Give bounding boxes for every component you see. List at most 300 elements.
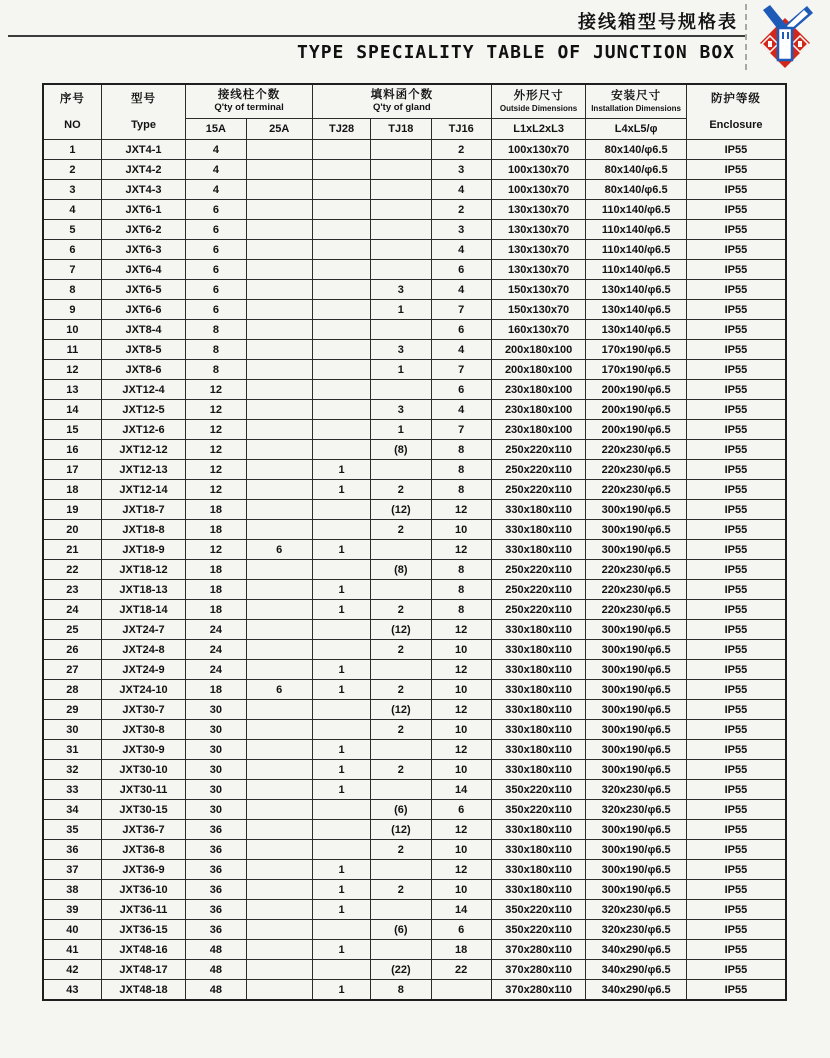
table-row (43, 540, 786, 560)
cell-15a: 18 (186, 500, 246, 520)
cell-no: 2 (43, 160, 101, 180)
cell-install-dim: 130x140/φ6.5 (586, 280, 687, 300)
cell-install-dim: 110x140/φ6.5 (586, 240, 687, 260)
cell-15a: 48 (186, 960, 246, 980)
cell-25a (246, 720, 312, 740)
company-logo-icon (753, 4, 817, 70)
cell-outside-dim: 330x180x110 (491, 840, 586, 860)
cell-tj18: 2 (371, 880, 431, 900)
cell-type: JXT30-10 (101, 760, 185, 780)
col-header-no-zh: 序号 (59, 92, 85, 105)
cell-tj16: 14 (431, 780, 491, 800)
cell-type: JXT4-1 (101, 140, 185, 160)
cell-25a (246, 420, 312, 440)
cell-tj18: (22) (371, 960, 431, 980)
cell-type: JXT6-1 (101, 200, 185, 220)
cell-25a (246, 800, 312, 820)
cell-enclosure: IP55 (686, 680, 786, 700)
cell-outside-dim: 330x180x110 (491, 540, 586, 560)
cell-tj28 (312, 280, 370, 300)
cell-type: JXT12-12 (101, 440, 185, 460)
cell-no: 31 (43, 740, 101, 760)
cell-25a (246, 360, 312, 380)
table-row (43, 700, 786, 720)
cell-tj28 (312, 500, 370, 520)
cell-type: JXT8-6 (101, 360, 185, 380)
cell-no: 11 (43, 340, 101, 360)
col-header-gland-en: Q'ty of gland (373, 101, 431, 113)
cell-tj16 (431, 980, 491, 1001)
cell-install-dim: 300x190/φ6.5 (586, 680, 687, 700)
cell-install-dim: 220x230/φ6.5 (586, 560, 687, 580)
cell-no: 26 (43, 640, 101, 660)
cell-outside-dim: 350x220x110 (491, 800, 586, 820)
cell-no: 17 (43, 460, 101, 480)
table-row (43, 200, 786, 220)
cell-enclosure: IP55 (686, 880, 786, 900)
cell-enclosure: IP55 (686, 440, 786, 460)
cell-25a (246, 200, 312, 220)
col-header-type-en: Type (131, 118, 156, 131)
table-row (43, 240, 786, 260)
cell-tj16: 22 (431, 960, 491, 980)
cell-install-dim: 110x140/φ6.5 (586, 200, 687, 220)
cell-25a (246, 640, 312, 660)
cell-outside-dim: 130x130x70 (491, 240, 586, 260)
cell-no: 37 (43, 860, 101, 880)
cell-type: JXT36-15 (101, 920, 185, 940)
cell-tj16: 12 (431, 660, 491, 680)
cell-tj18 (371, 220, 431, 240)
cell-install-dim: 130x140/φ6.5 (586, 300, 687, 320)
cell-tj18 (371, 320, 431, 340)
cell-install-dim: 300x190/φ6.5 (586, 860, 687, 880)
cell-install-dim: 300x190/φ6.5 (586, 720, 687, 740)
cell-15a: 12 (186, 420, 246, 440)
cell-25a (246, 960, 312, 980)
cell-tj28 (312, 300, 370, 320)
cell-install-dim: 220x230/φ6.5 (586, 480, 687, 500)
cell-type: JXT24-10 (101, 680, 185, 700)
cell-install-dim: 130x140/φ6.5 (586, 320, 687, 340)
logo-svg (753, 4, 817, 70)
table-row (43, 140, 786, 160)
table-row (43, 920, 786, 940)
table-header (43, 84, 786, 140)
cell-install-dim: 300x190/φ6.5 (586, 840, 687, 860)
table-row (43, 380, 786, 400)
cell-outside-dim: 330x180x110 (491, 740, 586, 760)
cell-25a (246, 460, 312, 480)
cell-install-dim: 220x230/φ6.5 (586, 440, 687, 460)
cell-install-dim: 220x230/φ6.5 (586, 600, 687, 620)
cell-outside-dim: 130x130x70 (491, 220, 586, 240)
cell-no: 8 (43, 280, 101, 300)
cell-25a (246, 620, 312, 640)
cell-tj28: 1 (312, 480, 370, 500)
table-row (43, 320, 786, 340)
cell-outside-dim: 330x180x110 (491, 880, 586, 900)
cell-25a (246, 880, 312, 900)
cell-tj18: 3 (371, 340, 431, 360)
cell-no: 5 (43, 220, 101, 240)
cell-outside-dim: 350x220x110 (491, 780, 586, 800)
cell-tj18: (12) (371, 620, 431, 640)
cell-tj28 (312, 820, 370, 840)
cell-type: JXT6-6 (101, 300, 185, 320)
cell-no: 3 (43, 180, 101, 200)
cell-type: JXT12-5 (101, 400, 185, 420)
cell-enclosure: IP55 (686, 920, 786, 940)
cell-no: 29 (43, 700, 101, 720)
cell-install-dim: 110x140/φ6.5 (586, 260, 687, 280)
cell-15a: 36 (186, 880, 246, 900)
cell-tj28: 1 (312, 880, 370, 900)
cell-enclosure: IP55 (686, 200, 786, 220)
cell-type: JXT48-18 (101, 980, 185, 1001)
cell-outside-dim: 250x220x110 (491, 580, 586, 600)
cell-outside-dim: 250x220x110 (491, 480, 586, 500)
cell-15a: 30 (186, 760, 246, 780)
cell-tj28: 1 (312, 900, 370, 920)
cell-tj16: 2 (431, 140, 491, 160)
table-row (43, 960, 786, 980)
cell-enclosure: IP55 (686, 400, 786, 420)
cell-outside-dim: 100x130x70 (491, 160, 586, 180)
cell-type: JXT24-8 (101, 640, 185, 660)
cell-15a: 18 (186, 520, 246, 540)
cell-no: 32 (43, 760, 101, 780)
cell-no: 36 (43, 840, 101, 860)
cell-type: JXT12-14 (101, 480, 185, 500)
cell-enclosure: IP55 (686, 460, 786, 480)
cell-no: 21 (43, 540, 101, 560)
table-row (43, 820, 786, 840)
cell-outside-dim: 150x130x70 (491, 300, 586, 320)
cell-tj18 (371, 460, 431, 480)
cell-tj16: 3 (431, 160, 491, 180)
cell-enclosure: IP55 (686, 280, 786, 300)
cell-tj18: (6) (371, 800, 431, 820)
header-rule (8, 35, 746, 37)
cell-outside-dim: 330x180x110 (491, 620, 586, 640)
cell-tj18: (8) (371, 440, 431, 460)
cell-25a (246, 280, 312, 300)
cell-outside-dim: 350x220x110 (491, 920, 586, 940)
cell-no: 20 (43, 520, 101, 540)
cell-tj28 (312, 220, 370, 240)
cell-enclosure: IP55 (686, 860, 786, 880)
cell-enclosure: IP55 (686, 940, 786, 960)
cell-tj18 (371, 580, 431, 600)
cell-outside-dim: 330x180x110 (491, 700, 586, 720)
cell-tj16: 4 (431, 180, 491, 200)
cell-25a (246, 780, 312, 800)
cell-25a (246, 740, 312, 760)
cell-25a (246, 240, 312, 260)
cell-tj16: 4 (431, 340, 491, 360)
cell-tj18: 1 (371, 420, 431, 440)
cell-outside-dim: 250x220x110 (491, 440, 586, 460)
col-header-outside-dimensions (491, 84, 586, 119)
cell-tj28 (312, 960, 370, 980)
cell-25a (246, 940, 312, 960)
cell-tj28 (312, 920, 370, 940)
cell-tj16: 10 (431, 640, 491, 660)
table-row (43, 340, 786, 360)
cell-tj28 (312, 700, 370, 720)
cell-install-dim: 300x190/φ6.5 (586, 820, 687, 840)
cell-no: 14 (43, 400, 101, 420)
cell-15a: 8 (186, 360, 246, 380)
cell-25a (246, 140, 312, 160)
cell-25a (246, 440, 312, 460)
cell-tj18 (371, 940, 431, 960)
cell-25a: 6 (246, 680, 312, 700)
cell-no: 12 (43, 360, 101, 380)
cell-tj18 (371, 780, 431, 800)
cell-outside-dim: 330x180x110 (491, 720, 586, 740)
cell-type: JXT36-8 (101, 840, 185, 860)
cell-enclosure: IP55 (686, 640, 786, 660)
table-row (43, 600, 786, 620)
col-header-gland-group (312, 84, 491, 119)
cell-15a: 48 (186, 980, 246, 1001)
cell-type: JXT18-9 (101, 540, 185, 560)
table-row (43, 580, 786, 600)
cell-15a: 30 (186, 780, 246, 800)
cell-tj16: 12 (431, 540, 491, 560)
cell-tj28: 1 (312, 780, 370, 800)
table-row (43, 500, 786, 520)
cell-tj16: 12 (431, 740, 491, 760)
cell-install-dim: 300x190/φ6.5 (586, 740, 687, 760)
cell-type: JXT6-4 (101, 260, 185, 280)
cell-25a (246, 840, 312, 860)
cell-enclosure: IP55 (686, 380, 786, 400)
cell-install-dim: 300x190/φ6.5 (586, 620, 687, 640)
cell-15a: 36 (186, 840, 246, 860)
cell-tj28 (312, 200, 370, 220)
cell-tj18: 1 (371, 300, 431, 320)
table-row (43, 680, 786, 700)
cell-install-dim: 340x290/φ6.5 (586, 940, 687, 960)
cell-no: 16 (43, 440, 101, 460)
table-row (43, 420, 786, 440)
cell-tj28 (312, 520, 370, 540)
cell-enclosure: IP55 (686, 980, 786, 1001)
cell-type: JXT8-4 (101, 320, 185, 340)
cell-install-dim: 170x190/φ6.5 (586, 340, 687, 360)
cell-enclosure: IP55 (686, 300, 786, 320)
cell-25a (246, 600, 312, 620)
cell-15a: 12 (186, 380, 246, 400)
cell-type: JXT30-15 (101, 800, 185, 820)
table-row (43, 720, 786, 740)
cell-type: JXT36-9 (101, 860, 185, 880)
cell-tj28: 1 (312, 940, 370, 960)
cell-tj18: 2 (371, 600, 431, 620)
cell-outside-dim: 200x180x100 (491, 360, 586, 380)
cell-enclosure: IP55 (686, 560, 786, 580)
cell-type: JXT12-6 (101, 420, 185, 440)
cell-tj28 (312, 380, 370, 400)
cell-tj18 (371, 260, 431, 280)
col-header-terminal-group (186, 84, 313, 119)
cell-enclosure: IP55 (686, 520, 786, 540)
cell-enclosure: IP55 (686, 780, 786, 800)
table-row (43, 740, 786, 760)
cell-no: 10 (43, 320, 101, 340)
cell-tj18: 1 (371, 360, 431, 380)
cell-install-dim: 220x230/φ6.5 (586, 460, 687, 480)
cell-install-dim: 300x190/φ6.5 (586, 640, 687, 660)
cell-enclosure: IP55 (686, 340, 786, 360)
cell-outside-dim: 330x180x110 (491, 860, 586, 880)
cell-tj28 (312, 840, 370, 860)
col-header-25a: 25A (246, 119, 312, 140)
cell-tj18: 2 (371, 840, 431, 860)
table-row (43, 260, 786, 280)
cell-tj18: 2 (371, 680, 431, 700)
cell-tj16: 3 (431, 220, 491, 240)
cell-no: 4 (43, 200, 101, 220)
table-row (43, 800, 786, 820)
table-row (43, 440, 786, 460)
cell-25a (246, 260, 312, 280)
col-header-installation-dimensions (586, 84, 687, 119)
cell-no: 6 (43, 240, 101, 260)
cell-25a (246, 760, 312, 780)
cell-tj18 (371, 380, 431, 400)
cell-install-dim: 300x190/φ6.5 (586, 700, 687, 720)
table-row (43, 620, 786, 640)
cell-tj28 (312, 620, 370, 640)
cell-25a (246, 660, 312, 680)
cell-15a: 30 (186, 800, 246, 820)
cell-no: 19 (43, 500, 101, 520)
cell-15a: 8 (186, 340, 246, 360)
cell-outside-dim: 330x180x110 (491, 680, 586, 700)
cell-25a (246, 860, 312, 880)
cell-tj16: 12 (431, 500, 491, 520)
cell-25a (246, 700, 312, 720)
cell-install-dim: 200x190/φ6.5 (586, 380, 687, 400)
page-title-english: TYPE SPECIALITY TABLE OF JUNCTION BOX (297, 42, 735, 63)
cell-enclosure: IP55 (686, 260, 786, 280)
cell-enclosure: IP55 (686, 140, 786, 160)
cell-outside-dim: 370x280x110 (491, 960, 586, 980)
cell-tj18 (371, 900, 431, 920)
cell-tj18: 3 (371, 400, 431, 420)
cell-tj28 (312, 140, 370, 160)
cell-no: 35 (43, 820, 101, 840)
col-header-type (101, 84, 185, 140)
cell-tj18: 2 (371, 640, 431, 660)
cell-enclosure: IP55 (686, 660, 786, 680)
col-header-gland-zh: 填料函个数 (370, 89, 434, 102)
col-header-no (43, 84, 101, 140)
cell-tj16: 6 (431, 380, 491, 400)
cell-type: JXT6-2 (101, 220, 185, 240)
col-header-tj18: TJ18 (371, 119, 431, 140)
cell-tj16: 10 (431, 840, 491, 860)
cell-install-dim: 80x140/φ6.5 (586, 180, 687, 200)
cell-no: 43 (43, 980, 101, 1001)
cell-type: JXT30-9 (101, 740, 185, 760)
cell-no: 25 (43, 620, 101, 640)
cell-enclosure: IP55 (686, 900, 786, 920)
cell-enclosure: IP55 (686, 360, 786, 380)
cell-tj18: 2 (371, 720, 431, 740)
cell-tj16: 8 (431, 580, 491, 600)
cell-tj16: 12 (431, 820, 491, 840)
cell-no: 23 (43, 580, 101, 600)
cell-tj28 (312, 340, 370, 360)
cell-15a: 36 (186, 860, 246, 880)
cell-type: JXT48-17 (101, 960, 185, 980)
cell-tj16: 8 (431, 480, 491, 500)
col-header-type-zh: 型号 (131, 92, 157, 105)
cell-enclosure: IP55 (686, 740, 786, 760)
cell-no: 42 (43, 960, 101, 980)
cell-no: 34 (43, 800, 101, 820)
table-row (43, 880, 786, 900)
cell-25a (246, 920, 312, 940)
col-header-outside-zh: 外形尺寸 (513, 90, 564, 103)
cell-25a (246, 320, 312, 340)
cell-tj16: 10 (431, 880, 491, 900)
cell-tj16: 7 (431, 300, 491, 320)
cell-tj28 (312, 240, 370, 260)
cell-outside-dim: 330x180x110 (491, 500, 586, 520)
cell-enclosure: IP55 (686, 420, 786, 440)
table-row (43, 460, 786, 480)
cell-tj28: 1 (312, 740, 370, 760)
cell-no: 33 (43, 780, 101, 800)
cell-install-dim: 320x230/φ6.5 (586, 780, 687, 800)
cell-tj18: 2 (371, 520, 431, 540)
cell-no: 39 (43, 900, 101, 920)
cell-15a: 30 (186, 720, 246, 740)
cell-outside-dim: 350x220x110 (491, 900, 586, 920)
cell-type: JXT18-14 (101, 600, 185, 620)
cell-15a: 6 (186, 220, 246, 240)
col-header-enclosure-zh: 防护等级 (710, 92, 761, 105)
cell-outside-dim: 250x220x110 (491, 560, 586, 580)
cell-install-dim: 170x190/φ6.5 (586, 360, 687, 380)
cell-type: JXT18-12 (101, 560, 185, 580)
cell-tj16: 6 (431, 800, 491, 820)
cell-enclosure: IP55 (686, 500, 786, 520)
cell-tj16: 4 (431, 280, 491, 300)
cell-tj28: 1 (312, 760, 370, 780)
cell-install-dim: 80x140/φ6.5 (586, 140, 687, 160)
cell-tj28 (312, 560, 370, 580)
cell-tj16: 12 (431, 620, 491, 640)
cell-15a: 24 (186, 640, 246, 660)
col-header-15a: 15A (186, 119, 246, 140)
table-row (43, 660, 786, 680)
cell-install-dim: 300x190/φ6.5 (586, 520, 687, 540)
cell-15a: 6 (186, 280, 246, 300)
cell-tj16: 2 (431, 200, 491, 220)
cell-no: 30 (43, 720, 101, 740)
cell-tj28 (312, 440, 370, 460)
cell-25a (246, 160, 312, 180)
cell-no: 24 (43, 600, 101, 620)
cell-no: 9 (43, 300, 101, 320)
